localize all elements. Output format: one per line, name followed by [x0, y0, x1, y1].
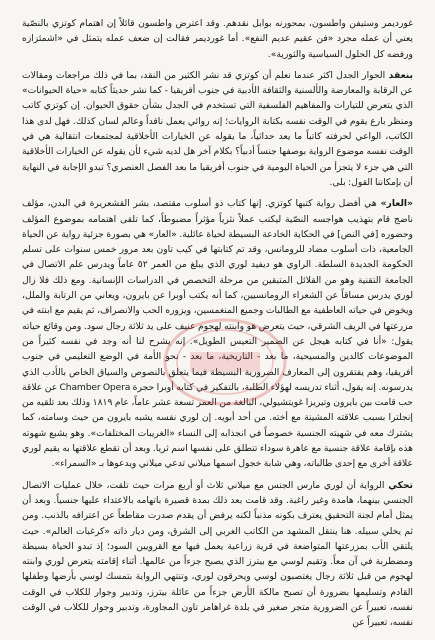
- paragraph-3: [22, 196, 413, 471]
- paragraph-4: [22, 478, 413, 631]
- paragraph-4-text: الرواية أن لوري مارس الجنس مع ميلاني ثلاث أو أربع مرات حيث تلقت، خلال عمليات الاتصال الجنسي بينهما، هامدة وغير راغبة. وقد قامت بعد ذلك بمدة قصيرة باتهامه بالاعتداء عليها جنسياً. وبعد أن يمثل أمام لجنة التحقيق يعترف بكونه مذنباً لكنه يرفض أن يقدم صدرت مقاطعاً عن اعترافه بالذنب. ومن ثم يخلي سبيله. هنا ينتقل المشهد من الكاتب الغربي إلى الشرق، ومن ديار ذاته «كرغبات العالم». حيث يلتقي الأب بمزرعتها المتواضعة في قرية زراعية يعمل فيها مع القرويين السود؛ إذ تبدو الحياة بسيطة ومضطربة في آن معاً. وتقيم لوسي مع بيترز الذي يصبح جزءاً من عالمها. أثناء إقامته يتعرض لوري وابنته لهجوم من قبل ثلاثة رجال يغتصبون لوسي ويحرقون لوري، وتنتهي الرواية بتمسك لوسي بأرضها وطفلها القادم وتسليمها بضرورة أن تصبح مالكة الأرض جزءاً من عائلة بيترز، وتدبير وجوار للكلاب في الوقت نفسه، تعبيراً عن الضرورية متجر صغير في بلدة غراهامز تاون المجاورة، وتدبير وجوار للكلاب في الوقت نفسه، تعبيراً عن: [22, 479, 413, 629]
- paragraph-3-lead: «العار»: [376, 198, 413, 210]
- paragraph-2: [22, 68, 413, 190]
- paragraph-1: [22, 16, 413, 62]
- paragraph-1-text: غوردیمر وستيفن واطسون، بمحورنه بوابل نقدهم. وقد اعترض واطسون قائلاً إن اهتمام كوتزي بالنصّية يعني أن عمله مجرد «فن عقيم عديم النفع». أما غورديمر فقالت إن ضعف عمله يتمثل في «اشمئزازه ورفضه كل الحلول السياسية والثورية».: [22, 18, 413, 60]
- paragraph-2-lead: بنعقد: [385, 69, 413, 81]
- paragraph-3-text: هي أفضل رواية كتبها كوتزي. إنها كتاب ذو أسلوب مقتصد، بشر القشعريرة في البدن، مؤلف ناضج قام بتهذيب هواجسه النصّية ليكتب عملاً نثرياً مؤثراً مضبوطاً، كما تلقى اهتمامه بموضوع المؤلف وحضوره [في النص] في الحكاية الخادعة البسيطة لحياة عائلية. «العار» هي بصورة جزئية رواية عن الحياة الجامعية، ذات أسلوب مضاد للرومانس، وقد تم كتابتها في كيب تاون بعد مرور خمس سنوات على تسلم الحكومة الجديدة السلطة. الراوي هو ديفيد لوري الذي يبلغ من العمر ٥٢ عاماً ويدرس علم الاتصال في الجامعة التقنية وهو من القلائل المتبقين من مرحلة التخصص في الدراسات الإنسانية. ومع ذلك فلا زال لوري يدرس مساقاً عن الشعراء الرومانسيين، كما أنه يكتب أوبرا عن بايرون، ويعاني من الرتابة والملل، ويخوض في حياته العاطفية مع الطالبات وجميع المنغمسين، ويزوره الحب والانصراف، ثم يقيم مع ابنته في مزرعتها في الريف الشرقي، حيث يتعرض هو وابنته لهجوم عنيف على يد ثلاثة رجال سود. ومن وقائع حياته يقول: «أنا في كتابه هيجل عن الضمير التعيس الطويل». إنه يشرح لنا أنه وجد في نفسه كثيراً من الموضوعات كالدين والمسيحية، ما بعد - التاريخية، ما بعد - نحو الأمة في الوضع التعليمي في جنوب أفريقيا، وهم يفتقرون إلى المعارف الضرورية البسيطة فيما يتعلق بالنصوص والسياق الخاص بالأدب الذي يدرسونه. إنه يقول، أثناء تدريسه لهؤلاء الطلبة، بالتفكير في كتابه أوبرا حجرة Chamber Opera عن علاقة حب قامت بين بايرون وتيريزا غويتشيولي، البالغة من العمر تسعة عشر عاماً، عام ١٨١٩ وذلك بعد تلقيه من إنجلترا بسبب علاقته المشينة مع أخته. من أحد أبويه. إن لوري نفسه يشبه بايرون من حيث وسامته، كما يشترك معه في شهيته الجنسية خصوصاً في انجذابه إلى النساء «الغريبات المختلفات». وهو يشبع شهوته هذه بإقامة علاقة جنسية مع عاهرة سوداء تتطلق على نفسها اسم ثريا. وبعد أن تقطع علاقتها به يقيم لوري علاقة أخرى مع إحدى طالباته، وهي شابة خجول اسمها ميلاني تدعي ميلاني ويدعوها بـ «السمراء».: [22, 198, 413, 470]
- paragraph-4-lead: تحكي: [384, 479, 413, 491]
- paragraph-2-text: الحوار الجدل اكثر عندما نعلم أن كوتزي قد نشر الكثير من النقد، بما في ذلك مراجعات ومقالات عن الرقابة والمعارضة والألسنية والثقافة الأدبية في جنوب أفريقيا - كما نشر حديثاً كتابه «حياة الحيوانات» الذي يتعرض للتيارات والمفاهيم الفلسفية التي تستخدم في الجدل بشأن حقوق الحيوان. إن كوتزي كاتب ومنظر بارع يقوم في الوقت نفسه بكتابة الروايات؛ إنه روائي يعمل ناقداً وعالم لسان كذلك. فهل لدى هذا الكاتب، الواعي لحرفته كاتباً ما يعد حداثياً، ما يقوله عن الخيارات الأخلاقية لمجتمعات انتقالية هي في الوقت نفسه موضوع الرواية بوصفها جنساً أدبياً؟ بكلام آخر هل لديه شيء لأن يقوله عن الخيارات الأخلاقية التي هي جزء لا يتجزأ من الحياة اليومية في جنوب أفريقيا ما بعد الفصل العنصري؟ تبدو الإجابة في النهاية أن بإمكاننا القول: بلى.: [22, 69, 413, 188]
